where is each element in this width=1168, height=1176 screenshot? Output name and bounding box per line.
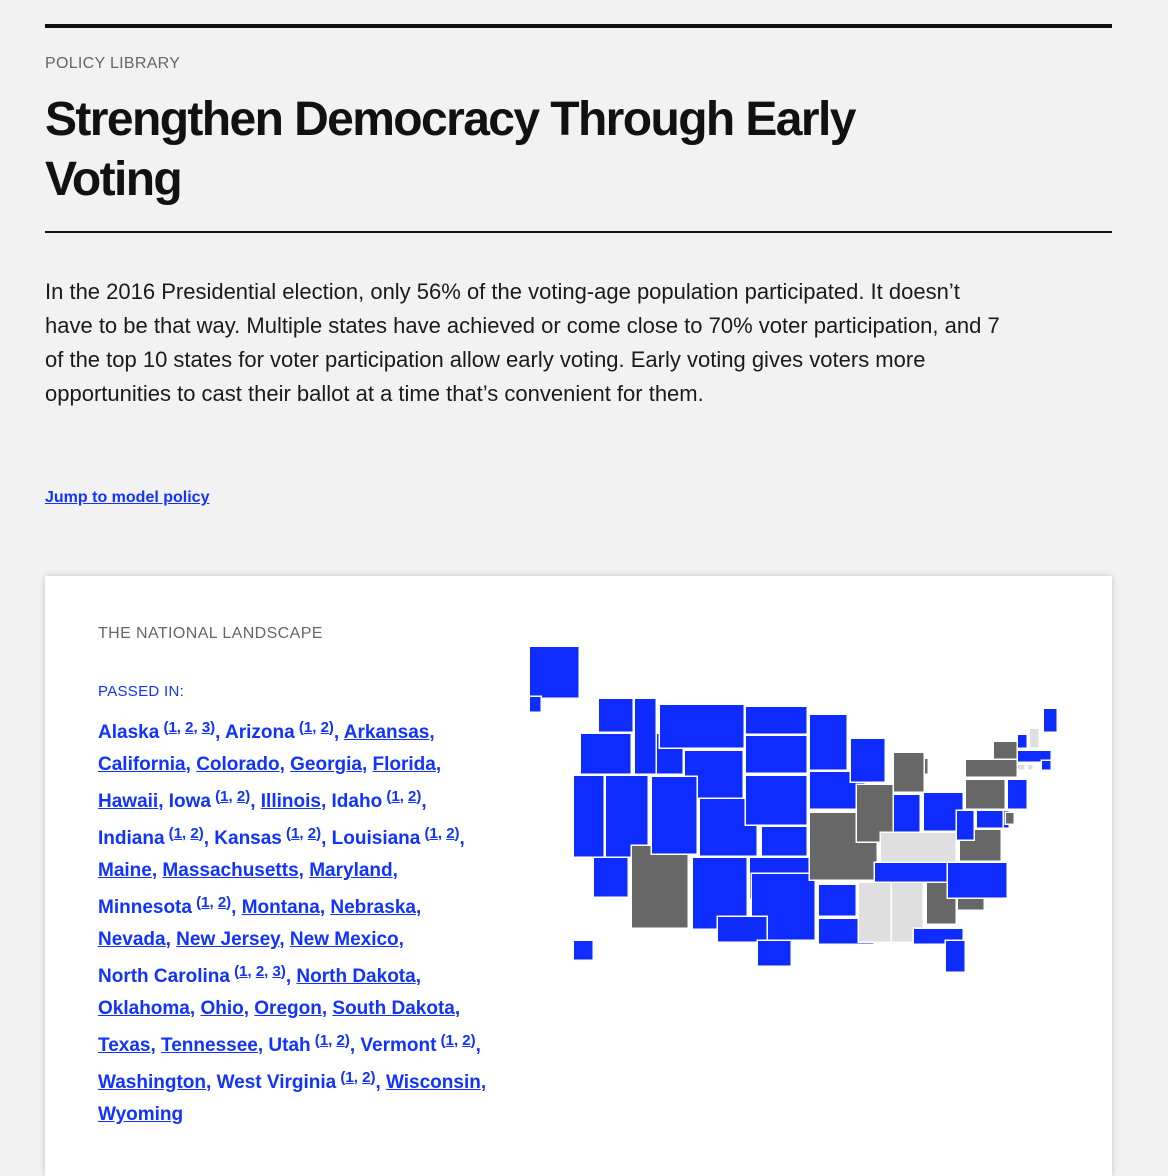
passed-state-item: Iowa $^{(1, 2)}$, [168,788,256,812]
state-citations: (1, 2) [191,894,232,911]
citation-link[interactable]: 1 [291,825,300,842]
state-name[interactable]: New Mexico [289,929,399,950]
passed-state-item: Illinois, [260,791,327,812]
citation-link[interactable]: 2 [236,788,246,805]
state-name: Alaska [98,722,160,743]
state-name[interactable]: Georgia [290,754,362,775]
map-state-MD[interactable] [976,810,1003,828]
citation-link[interactable]: 2 [446,825,455,842]
passed-state-item: Vermont $^{(1, 2)}$, [360,1032,481,1056]
state-citations: (1, 2) [164,825,204,842]
national-landscape-label: THE NATIONAL LANDSCAPE [98,625,323,642]
citation-link[interactable]: 2 [307,825,317,842]
map-state-WA[interactable] [598,698,633,732]
state-name: Idaho [331,791,383,812]
passed-state-item: Hawaii, [98,791,164,812]
map-state-WI[interactable] [850,738,885,782]
passed-state-item: New Mexico, [289,929,404,950]
state-name[interactable]: Wisconsin [386,1072,481,1093]
passed-state-item: Nebraska, [330,897,422,918]
map-state-WV[interactable] [956,810,974,840]
passed-state-item: Georgia, [290,754,368,775]
citation-link[interactable]: 2 [408,788,417,805]
state-name[interactable]: Florida [372,754,436,775]
map-state-AZ[interactable] [631,845,688,928]
passed-state-item: Ohio, [200,998,249,1019]
passed-state-item: Oregon, [254,998,328,1019]
citation-link[interactable]: 1 [319,1032,329,1049]
state-name[interactable]: North Dakota [296,966,416,987]
passed-state-item: Idaho $^{(1, 2)}$, [331,788,427,812]
citation-link[interactable]: 2 [217,894,227,911]
section-eyebrow: POLICY LIBRARY [45,55,181,72]
state-name: Vermont [360,1035,437,1056]
state-name: Indiana [98,828,165,849]
page-title: Strengthen Democracy Through Early Voting [45,93,855,206]
passed-state-item: Tennessee, [161,1035,264,1056]
us-map [527,644,1059,976]
top-rule [45,24,1112,28]
state-name[interactable]: Wyoming [98,1104,184,1125]
state-citations: (1, 2) [336,1069,376,1086]
map-state-HI[interactable] [573,940,593,960]
citation-link[interactable]: 2 [362,1069,371,1086]
passed-state-item: North Carolina $^{(1, 2, 3)}$, [98,963,292,987]
map-state-AK[interactable] [529,646,579,712]
title-rule [45,231,1112,233]
passed-state-item: New Jersey, [176,929,285,950]
state-name[interactable]: Texas [98,1035,151,1056]
citation-link[interactable]: 2 [185,719,194,736]
passed-state-item: Wisconsin, [386,1072,487,1093]
state-citations: (1, 2) [310,1032,350,1049]
citation-link[interactable]: 1 [429,825,438,842]
map-state-TN[interactable] [874,862,958,882]
citation-link[interactable]: 1 [303,719,313,736]
passed-in-label: PASSED IN: [98,683,185,700]
state-citations: (1, 2, 3) [229,963,286,980]
state-name[interactable]: Washington [98,1072,206,1093]
state-name: Arizona [225,722,295,743]
passed-state-item: Louisiana $^{(1, 2)}$, [331,825,465,849]
state-citations: (1, 2, 3) [159,719,216,736]
state-name[interactable]: New Jersey [176,929,280,950]
passed-state-item: South Dakota, [332,998,461,1019]
state-name[interactable]: Oregon [254,998,322,1019]
map-state-MS[interactable] [858,882,891,942]
state-citations: (1, 2) [382,788,422,805]
state-name[interactable]: Maine [98,860,152,881]
citation-link[interactable]: 2 [462,1032,471,1049]
passed-state-item: Florida, [372,754,442,775]
map-state-KY[interactable] [880,832,956,862]
passed-state-item: Indiana $^{(1, 2)}$, [98,825,209,849]
map-state-RI[interactable] [1027,764,1033,770]
passed-state-item: Maine, [98,860,158,881]
map-state-NE[interactable] [745,775,807,825]
map-state-VT[interactable] [1017,734,1027,748]
map-state-ND[interactable] [745,706,807,734]
passed-state-item: Kansas $^{(1, 2)}$, [214,825,327,849]
map-state-MN[interactable] [809,714,847,770]
state-citations: (1, 2) [281,825,322,842]
state-name[interactable]: Colorado [196,754,280,775]
citation-link[interactable]: 1 [220,788,229,805]
map-state-NH[interactable] [1029,728,1039,748]
passed-state-item: Nevada, [98,929,171,950]
state-name[interactable]: Montana [241,897,320,918]
citation-link[interactable]: 2 [255,963,265,980]
map-state-KS[interactable] [761,826,807,856]
state-name[interactable]: California [98,754,186,775]
state-citations: (1, 2) [211,788,251,805]
passed-state-item: California, [98,754,191,775]
map-state-SD[interactable] [745,735,807,773]
state-name[interactable]: Ohio [200,998,244,1019]
state-name: Iowa [168,791,211,812]
passed-state-item: North Dakota, [296,966,421,987]
passed-state-item: Arizona $^{(1, 2)}$, [225,719,340,743]
map-state-MI[interactable] [893,752,928,792]
map-state-AR[interactable] [818,884,856,916]
state-name[interactable]: Tennessee [161,1035,258,1056]
citation-link[interactable]: 1 [201,894,210,911]
passed-state-item: Colorado, [196,754,285,775]
passed-state-item: Utah $^{(1, 2)}$, [268,1032,356,1056]
citation-link[interactable]: 3 [201,719,211,736]
map-state-ME[interactable] [1043,708,1057,732]
map-state-NJ[interactable] [1007,779,1027,809]
jump-to-model-policy-link[interactable]: Jump to model policy [45,489,210,506]
state-name: Utah [268,1035,311,1056]
citation-link[interactable]: 1 [445,1032,454,1049]
state-name: Minnesota [98,897,192,918]
passed-state-item: Texas, [98,1035,156,1056]
state-name[interactable]: Maryland [309,860,393,881]
map-state-OR[interactable] [580,733,631,774]
citation-link[interactable]: 2 [320,719,329,736]
passed-state-item: Alaska $^{(1, 2, 3)}$, [98,719,221,743]
state-name: Louisiana [331,828,421,849]
map-state-NY[interactable] [965,741,1017,777]
state-name[interactable]: Nevada [98,929,166,950]
state-name[interactable]: Nebraska [330,897,416,918]
citation-link[interactable]: 3 [272,963,281,980]
passed-state-item: West Virginia $^{(1, 2)}$, [216,1069,381,1093]
citation-link[interactable]: 1 [173,825,183,842]
state-citations: (1, 2) [436,1032,476,1049]
state-citations: (1, 2) [420,825,460,842]
state-citations: (1, 2) [294,719,334,736]
national-landscape-card [45,576,1112,1176]
passed-state-item: Montana, [241,897,326,918]
map-state-UT[interactable] [651,776,697,854]
citation-link[interactable]: 1 [168,719,177,736]
map-state-CT[interactable] [1017,764,1025,770]
state-name[interactable]: South Dakota [332,998,455,1019]
state-name[interactable]: Oklahoma [98,998,190,1019]
passed-states-list [98,712,488,1131]
map-state-FL[interactable] [913,928,965,972]
citation-link[interactable]: 2 [190,825,199,842]
citation-link[interactable]: 1 [345,1069,354,1086]
citation-link[interactable]: 1 [239,963,248,980]
state-name[interactable]: Illinois [260,791,321,812]
state-name[interactable]: Massachusetts [162,860,299,881]
state-name[interactable]: Arkansas [343,722,430,743]
map-state-PA[interactable] [965,779,1005,809]
intro-paragraph: In the 2016 Presidential election, only 56% of the voting-age population participated. It doesn’t have to be that way. Multiple states have achieved or come close to 70% voter participation, and 7 of the top 10 states for voter participation allow early voting. Early voting gives voters more opportunities to cast their ballot at a time that’s convenient for them. [45,279,1000,406]
state-name: North Carolina [98,966,230,987]
citation-link[interactable]: 1 [391,788,400,805]
state-name: West Virginia [216,1072,337,1093]
state-name: Kansas [214,828,282,849]
map-state-NC[interactable] [947,862,1007,898]
state-name[interactable]: Hawaii [98,791,159,812]
map-state-MT[interactable] [659,704,744,748]
passed-state-item: Massachusetts, [162,860,304,881]
citation-link[interactable]: 2 [336,1032,345,1049]
passed-state-item: Maryland, [309,860,398,881]
passed-state-item: Arkansas, [343,722,435,743]
passed-state-item: Washington, [98,1072,212,1093]
passed-state-item: Minnesota $^{(1, 2)}$, [98,894,237,918]
passed-state-item: Oklahoma, [98,998,196,1019]
map-state-DC[interactable] [1005,812,1014,824]
passed-state-item [98,1104,183,1125]
